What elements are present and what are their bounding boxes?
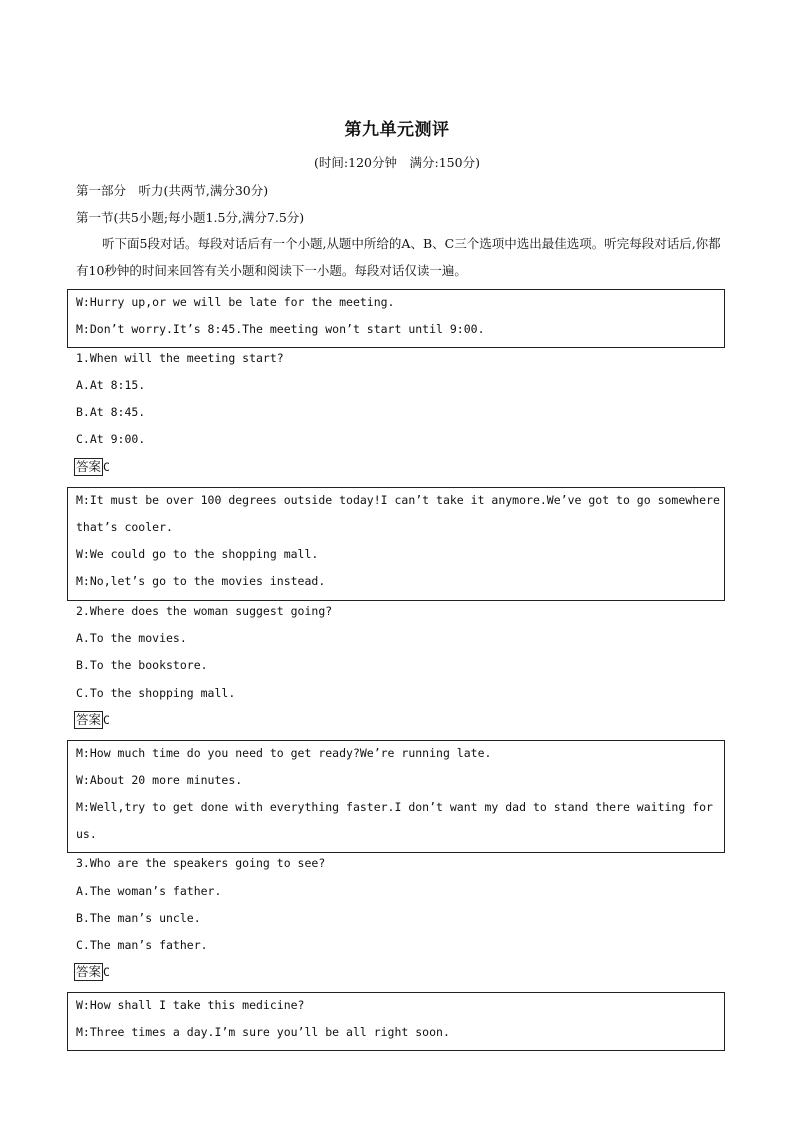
part-heading: 第一部分 听力(共两节,满分30分) bbox=[76, 183, 269, 198]
dialogue-line: M:Don’t worry.It’s 8:45.The meeting won’t start until 9:00. bbox=[76, 322, 485, 336]
answer-label: 答案 bbox=[76, 964, 102, 979]
answer-value: C bbox=[103, 460, 110, 474]
dialogue-box-3 bbox=[67, 740, 725, 853]
answer-value: C bbox=[103, 713, 110, 727]
dialogue-box-1 bbox=[67, 289, 725, 348]
dialogue-line: us. bbox=[76, 827, 97, 841]
dialogue-line: M:No,let’s go to the movies instead. bbox=[76, 574, 326, 588]
answer-row-1 bbox=[74, 458, 110, 476]
dialogue-line: M:Three times a day.I’m sure you’ll be all right soon. bbox=[76, 1025, 450, 1039]
question-2: 2.Where does the woman suggest going? bbox=[76, 604, 333, 618]
option-a: A.At 8:15. bbox=[76, 378, 146, 392]
answer-row-2 bbox=[74, 711, 110, 729]
page-title: 第九单元测评 bbox=[344, 120, 450, 140]
dialogue-line: M:Well,try to get done with everything faster.I don’t want my dad to stand there waiting for bbox=[76, 800, 713, 814]
option-a: A.The woman’s father. bbox=[76, 884, 222, 898]
answer-label: 答案 bbox=[76, 459, 102, 474]
option-a: A.To the movies. bbox=[76, 631, 187, 645]
dialogue-line: W:We could go to the shopping mall. bbox=[76, 547, 319, 561]
dialogue-line: W:About 20 more minutes. bbox=[76, 773, 243, 787]
option-c: C.The man’s father. bbox=[76, 938, 208, 952]
answer-value: C bbox=[103, 965, 110, 979]
question-3: 3.Who are the speakers going to see? bbox=[76, 856, 326, 870]
option-c: C.To the shopping mall. bbox=[76, 686, 236, 700]
answer-label: 答案 bbox=[76, 712, 102, 727]
dialogue-box-4 bbox=[67, 992, 725, 1051]
dialogue-line: M:How much time do you need to get ready?We’re running late. bbox=[76, 746, 492, 760]
dialogue-line: M:It must be over 100 degrees outside today!I can’t take it anymore.We’ve got to go somewhere bbox=[76, 493, 720, 507]
section-heading: 第一节(共5小题;每小题1.5分,满分7.5分) bbox=[76, 210, 305, 225]
instructions: 听下面5段对话。每段对话后有一个小题,从题中所给的A、B、C三个选项中选出最佳选项。听完每段对话后,你都有10秒钟的时间来回答有关小题和阅读下一小题。每段对话仅读一遍。 bbox=[76, 236, 721, 278]
dialogue-line: W:How shall I take this medicine? bbox=[76, 998, 305, 1012]
option-b: B.At 8:45. bbox=[76, 405, 146, 419]
dialogue-line: that’s cooler. bbox=[76, 520, 173, 534]
option-b: B.The man’s uncle. bbox=[76, 911, 201, 925]
question-1: 1.When will the meeting start? bbox=[76, 351, 284, 365]
option-c: C.At 9:00. bbox=[76, 432, 146, 446]
answer-row-3 bbox=[74, 963, 110, 981]
dialogue-box-2 bbox=[67, 487, 725, 601]
option-b: B.To the bookstore. bbox=[76, 658, 208, 672]
dialogue-line: W:Hurry up,or we will be late for the meeting. bbox=[76, 295, 395, 309]
exam-time-score: (时间:120分钟 满分:150分) bbox=[314, 155, 480, 170]
